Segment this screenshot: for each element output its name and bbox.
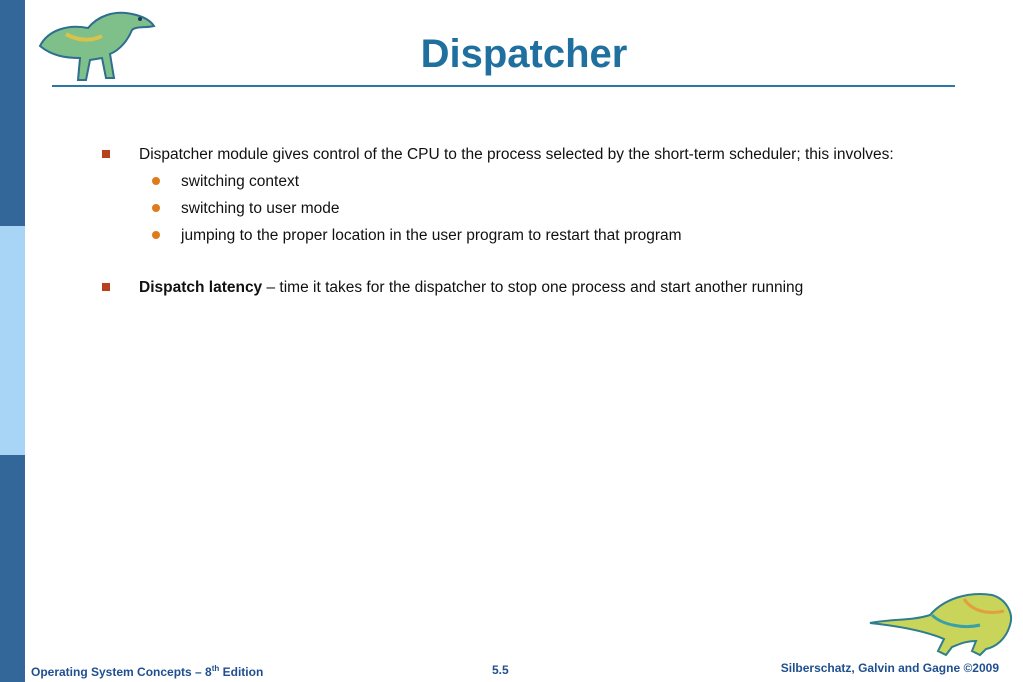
- footer-copyright: Silberschatz, Galvin and Gagne ©2009: [780, 661, 999, 675]
- sidebar-middle: [0, 226, 25, 455]
- bullet-term: Dispatch latency: [139, 279, 263, 296]
- round-bullet-icon: [152, 177, 160, 185]
- bullet-item: [100, 277, 930, 298]
- sub-bullet-text: switching context: [181, 173, 300, 190]
- square-bullet-icon: [102, 150, 110, 158]
- sub-bullet-item: [100, 225, 930, 246]
- square-bullet-icon: [102, 283, 110, 291]
- sub-bullet-text: switching to user mode: [181, 200, 340, 217]
- footer-page-number: 5.5: [492, 663, 509, 677]
- bullet-text: Dispatcher module gives control of the CPU to the process selected by the short-term scheduler; this involves:: [139, 146, 894, 163]
- sub-bullet-item: [100, 171, 930, 192]
- slide-title: Dispatcher: [420, 32, 628, 76]
- sub-bullet-item: [100, 198, 930, 219]
- sub-bullet-text: jumping to the proper location in the user program to restart that program: [181, 227, 682, 244]
- dinosaur-icon: [868, 585, 1016, 657]
- round-bullet-icon: [152, 231, 160, 239]
- sidebar-bottom: [0, 455, 25, 682]
- slide-body: [100, 144, 930, 298]
- bullet-text: – time it takes for the dispatcher to stop one process and start another running: [262, 279, 804, 296]
- bullet-item: [100, 144, 930, 165]
- round-bullet-icon: [152, 204, 160, 212]
- sub-bullet-list: [100, 171, 930, 246]
- title-divider: [52, 85, 955, 87]
- footer-book-title: Operating System Concepts – 8th Edition: [31, 664, 264, 679]
